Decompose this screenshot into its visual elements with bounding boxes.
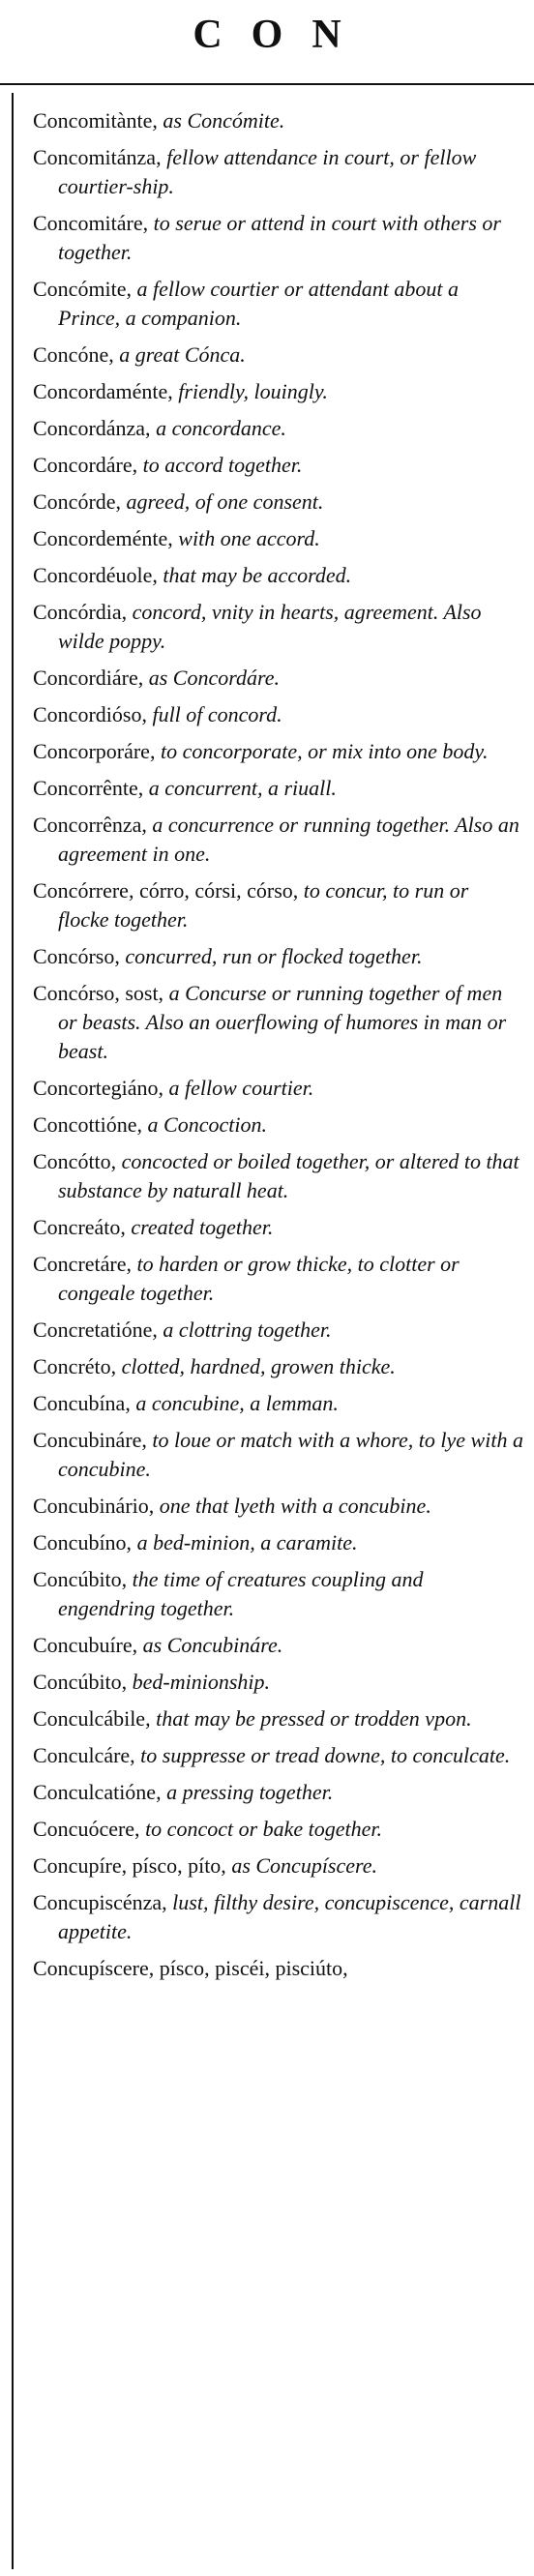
headword: Concomitáre, xyxy=(33,211,149,235)
headword: Concúbito, xyxy=(33,1670,128,1694)
headword: Concórrere, córro, córsi, córso, xyxy=(33,878,299,903)
dictionary-entry xyxy=(33,811,524,869)
dictionary-entry xyxy=(33,341,524,370)
dictionary-entry xyxy=(33,524,524,553)
headword: Concorporáre, xyxy=(33,739,156,763)
headword: Concréto, xyxy=(33,1354,117,1378)
dictionary-entry xyxy=(33,1851,524,1880)
headword: Concottióne, xyxy=(33,1112,143,1137)
dictionary-entry xyxy=(33,1888,524,1946)
gloss: a concurrent, a riuall. xyxy=(148,776,337,800)
headword: Concupíre, písco, píto, xyxy=(33,1853,226,1878)
gloss: concord, vnity in hearts, agreement. Also wilde poppy. xyxy=(58,600,482,653)
headword: Concordeménte, xyxy=(33,526,173,550)
headword: Concordiáre, xyxy=(33,666,144,690)
dictionary-column xyxy=(12,93,524,2569)
headword: Concomitánza, xyxy=(33,145,162,169)
dictionary-entry xyxy=(33,774,524,803)
gloss: a Concurse or running together of men or beasts. Also an ouerflowing of humores in man or beast. xyxy=(58,981,507,1063)
gloss: as Concordáre. xyxy=(148,666,280,690)
headword: Concordióso, xyxy=(33,702,147,726)
dictionary-entry xyxy=(33,942,524,971)
dictionary-entry xyxy=(33,1316,524,1345)
dictionary-entry xyxy=(33,1528,524,1557)
headword: Concupiscénza, xyxy=(33,1890,167,1914)
gloss: a concordance. xyxy=(156,416,286,440)
gloss: full of concord. xyxy=(152,702,282,726)
headword: Concupíscere, písco, piscéi, pisciúto, xyxy=(33,1956,348,1980)
dictionary-entry xyxy=(33,876,524,934)
headword: Concubína, xyxy=(33,1391,131,1415)
gloss: friendly, louingly. xyxy=(178,379,328,403)
gloss: a Concoction. xyxy=(147,1112,267,1137)
dictionary-entry xyxy=(33,488,524,517)
headword: Concórso, sost, xyxy=(33,981,164,1005)
headword: Concórde, xyxy=(33,489,122,514)
gloss: as Concubináre. xyxy=(142,1633,283,1657)
page-header xyxy=(0,0,534,70)
gloss: as Concómite. xyxy=(163,108,285,133)
gloss: a pressing together. xyxy=(166,1780,334,1804)
headword: Concóne, xyxy=(33,342,114,367)
dictionary-entry xyxy=(33,1492,524,1521)
gloss: that may be accorded. xyxy=(163,563,352,587)
dictionary-entry xyxy=(33,979,524,1066)
dictionary-entry xyxy=(33,1389,524,1418)
headword: Concretáre, xyxy=(33,1252,132,1276)
dictionary-entry xyxy=(33,1815,524,1844)
gloss: as Concupíscere. xyxy=(231,1853,378,1878)
dictionary-entry xyxy=(33,1565,524,1623)
gloss: to loue or match with a whore, to lye with a concubine. xyxy=(58,1428,523,1481)
dictionary-entry xyxy=(33,1147,524,1205)
headword: Concomitànte, xyxy=(33,108,158,133)
gloss: a clottring together. xyxy=(163,1318,332,1342)
gloss: a concubine, a lemman. xyxy=(135,1391,339,1415)
dictionary-entry xyxy=(33,414,524,443)
gloss: concurred, run or flocked together. xyxy=(125,944,423,968)
dictionary-entry xyxy=(33,275,524,333)
dictionary-entry xyxy=(33,598,524,656)
gloss: a fellow courtier or attendant about a Prince, a companion. xyxy=(58,277,459,330)
headword: Concorrênte, xyxy=(33,776,144,800)
dictionary-entry xyxy=(33,209,524,267)
headword: Concordaménte, xyxy=(33,379,173,403)
gloss: that may be pressed or trodden vpon. xyxy=(156,1706,472,1731)
gloss: to harden or grow thicke, to clotter or congeale together. xyxy=(58,1252,460,1305)
headword: Concubináre, xyxy=(33,1428,147,1452)
headword: Concubíno, xyxy=(33,1530,133,1554)
headword: Concreáto, xyxy=(33,1215,126,1239)
headword: Concúbito, xyxy=(33,1567,128,1591)
headword: Concordánza, xyxy=(33,416,151,440)
gloss: a great Cónca. xyxy=(119,342,246,367)
headword: Concótto, xyxy=(33,1149,117,1173)
headword: Concórdia, xyxy=(33,600,128,624)
headword: Concortegiáno, xyxy=(33,1076,164,1100)
gloss: created together. xyxy=(131,1215,274,1239)
headword: Concorrênza, xyxy=(33,813,147,837)
dictionary-entry xyxy=(33,737,524,766)
dictionary-entry xyxy=(33,1668,524,1697)
dictionary-entry xyxy=(33,1631,524,1660)
gloss: with one accord. xyxy=(178,526,320,550)
gloss: to suppresse or tread downe, to conculcate. xyxy=(140,1743,511,1767)
gloss: one that lyeth with a concubine. xyxy=(159,1494,431,1518)
headword: Concretatióne, xyxy=(33,1318,158,1342)
dictionary-entry xyxy=(33,1426,524,1484)
gloss: a bed-minion, a caramite. xyxy=(136,1530,358,1554)
dictionary-entry xyxy=(33,1213,524,1242)
headword: Concómite, xyxy=(33,277,133,301)
headword: Conculcatióne, xyxy=(33,1780,162,1804)
gloss: fellow attendance in court, or fellow courtier-ship. xyxy=(58,145,477,198)
header-text: CON xyxy=(193,13,371,57)
dictionary-entry xyxy=(33,143,524,201)
gloss: bed-minionship. xyxy=(132,1670,271,1694)
gloss: agreed, of one consent. xyxy=(126,489,324,514)
gloss: concocted or boiled together, or altered to that substance by naturall heat. xyxy=(58,1149,519,1202)
gloss: clotted, hardned, growen thicke. xyxy=(121,1354,396,1378)
dictionary-entry xyxy=(33,561,524,590)
headword: Concubuíre, xyxy=(33,1633,138,1657)
dictionary-entry xyxy=(33,451,524,480)
dictionary-entry xyxy=(33,700,524,729)
dictionary-entry xyxy=(33,1704,524,1733)
headword: Concórso, xyxy=(33,944,120,968)
dictionary-entry xyxy=(33,1778,524,1807)
gloss: to accord together. xyxy=(142,453,303,477)
gloss: to concorporate, or mix into one body. xyxy=(160,739,489,763)
dictionary-entry xyxy=(33,1074,524,1103)
gloss: to concoct or bake together. xyxy=(145,1817,383,1841)
dictionary-entry xyxy=(33,1352,524,1381)
headword: Conculcáre, xyxy=(33,1743,135,1767)
header-rule xyxy=(0,83,534,85)
gloss: lust, filthy desire, concupiscence, carnall appetite. xyxy=(58,1890,521,1943)
gloss: to serue or attend in court with others or together. xyxy=(58,211,501,264)
dictionary-entry xyxy=(33,377,524,406)
gloss: the time of creatures coupling and engendring together. xyxy=(58,1567,424,1620)
headword: Concordáre, xyxy=(33,453,138,477)
dictionary-entry xyxy=(33,1110,524,1140)
dictionary-entry xyxy=(33,1250,524,1308)
headword: Conculcábile, xyxy=(33,1706,151,1731)
gloss: to concur, to run or flocke together. xyxy=(58,878,469,932)
headword: Concuócere, xyxy=(33,1817,140,1841)
dictionary-entry xyxy=(33,106,524,135)
gloss: a concurrence or running together. Also an agreement in one. xyxy=(58,813,519,866)
dictionary-entry xyxy=(33,664,524,693)
dictionary-entry xyxy=(33,1954,524,1983)
gloss: a fellow courtier. xyxy=(168,1076,314,1100)
headword: Concubinário, xyxy=(33,1494,155,1518)
dictionary-entry xyxy=(33,1741,524,1770)
headword: Concordéuole, xyxy=(33,563,158,587)
